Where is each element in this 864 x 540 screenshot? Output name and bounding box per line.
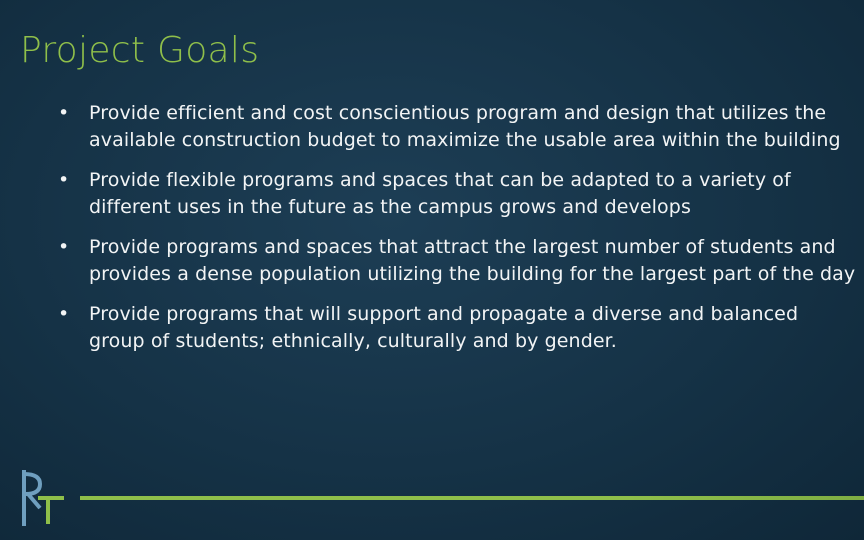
bullet-text: Provide efficient and cost conscientious program and design that utilizes the available construction budget to maximize the usable area within the building [89, 102, 841, 151]
bullet-icon: • [58, 236, 70, 258]
list-item [56, 100, 856, 153]
bullet-list [56, 100, 856, 368]
rf-monogram-logo-icon [18, 468, 68, 528]
list-item [56, 167, 856, 220]
bullet-icon: • [58, 169, 70, 191]
bullet-text: Provide programs and spaces that attract the largest number of students and provides a dense population utilizing the building for the largest part of the day [89, 236, 856, 285]
list-item [56, 234, 856, 287]
bullet-text: Provide programs that will support and propagate a diverse and balanced group of students; ethnically, culturally and by gender. [89, 303, 799, 352]
bullet-icon: • [58, 303, 70, 325]
bullet-text: Provide flexible programs and spaces that can be adapted to a variety of different uses in the future as the campus grows and develops [89, 169, 791, 218]
accent-divider [80, 496, 864, 500]
bullet-icon: • [58, 102, 70, 124]
page-title: Project Goals [20, 30, 260, 71]
list-item [56, 301, 856, 354]
